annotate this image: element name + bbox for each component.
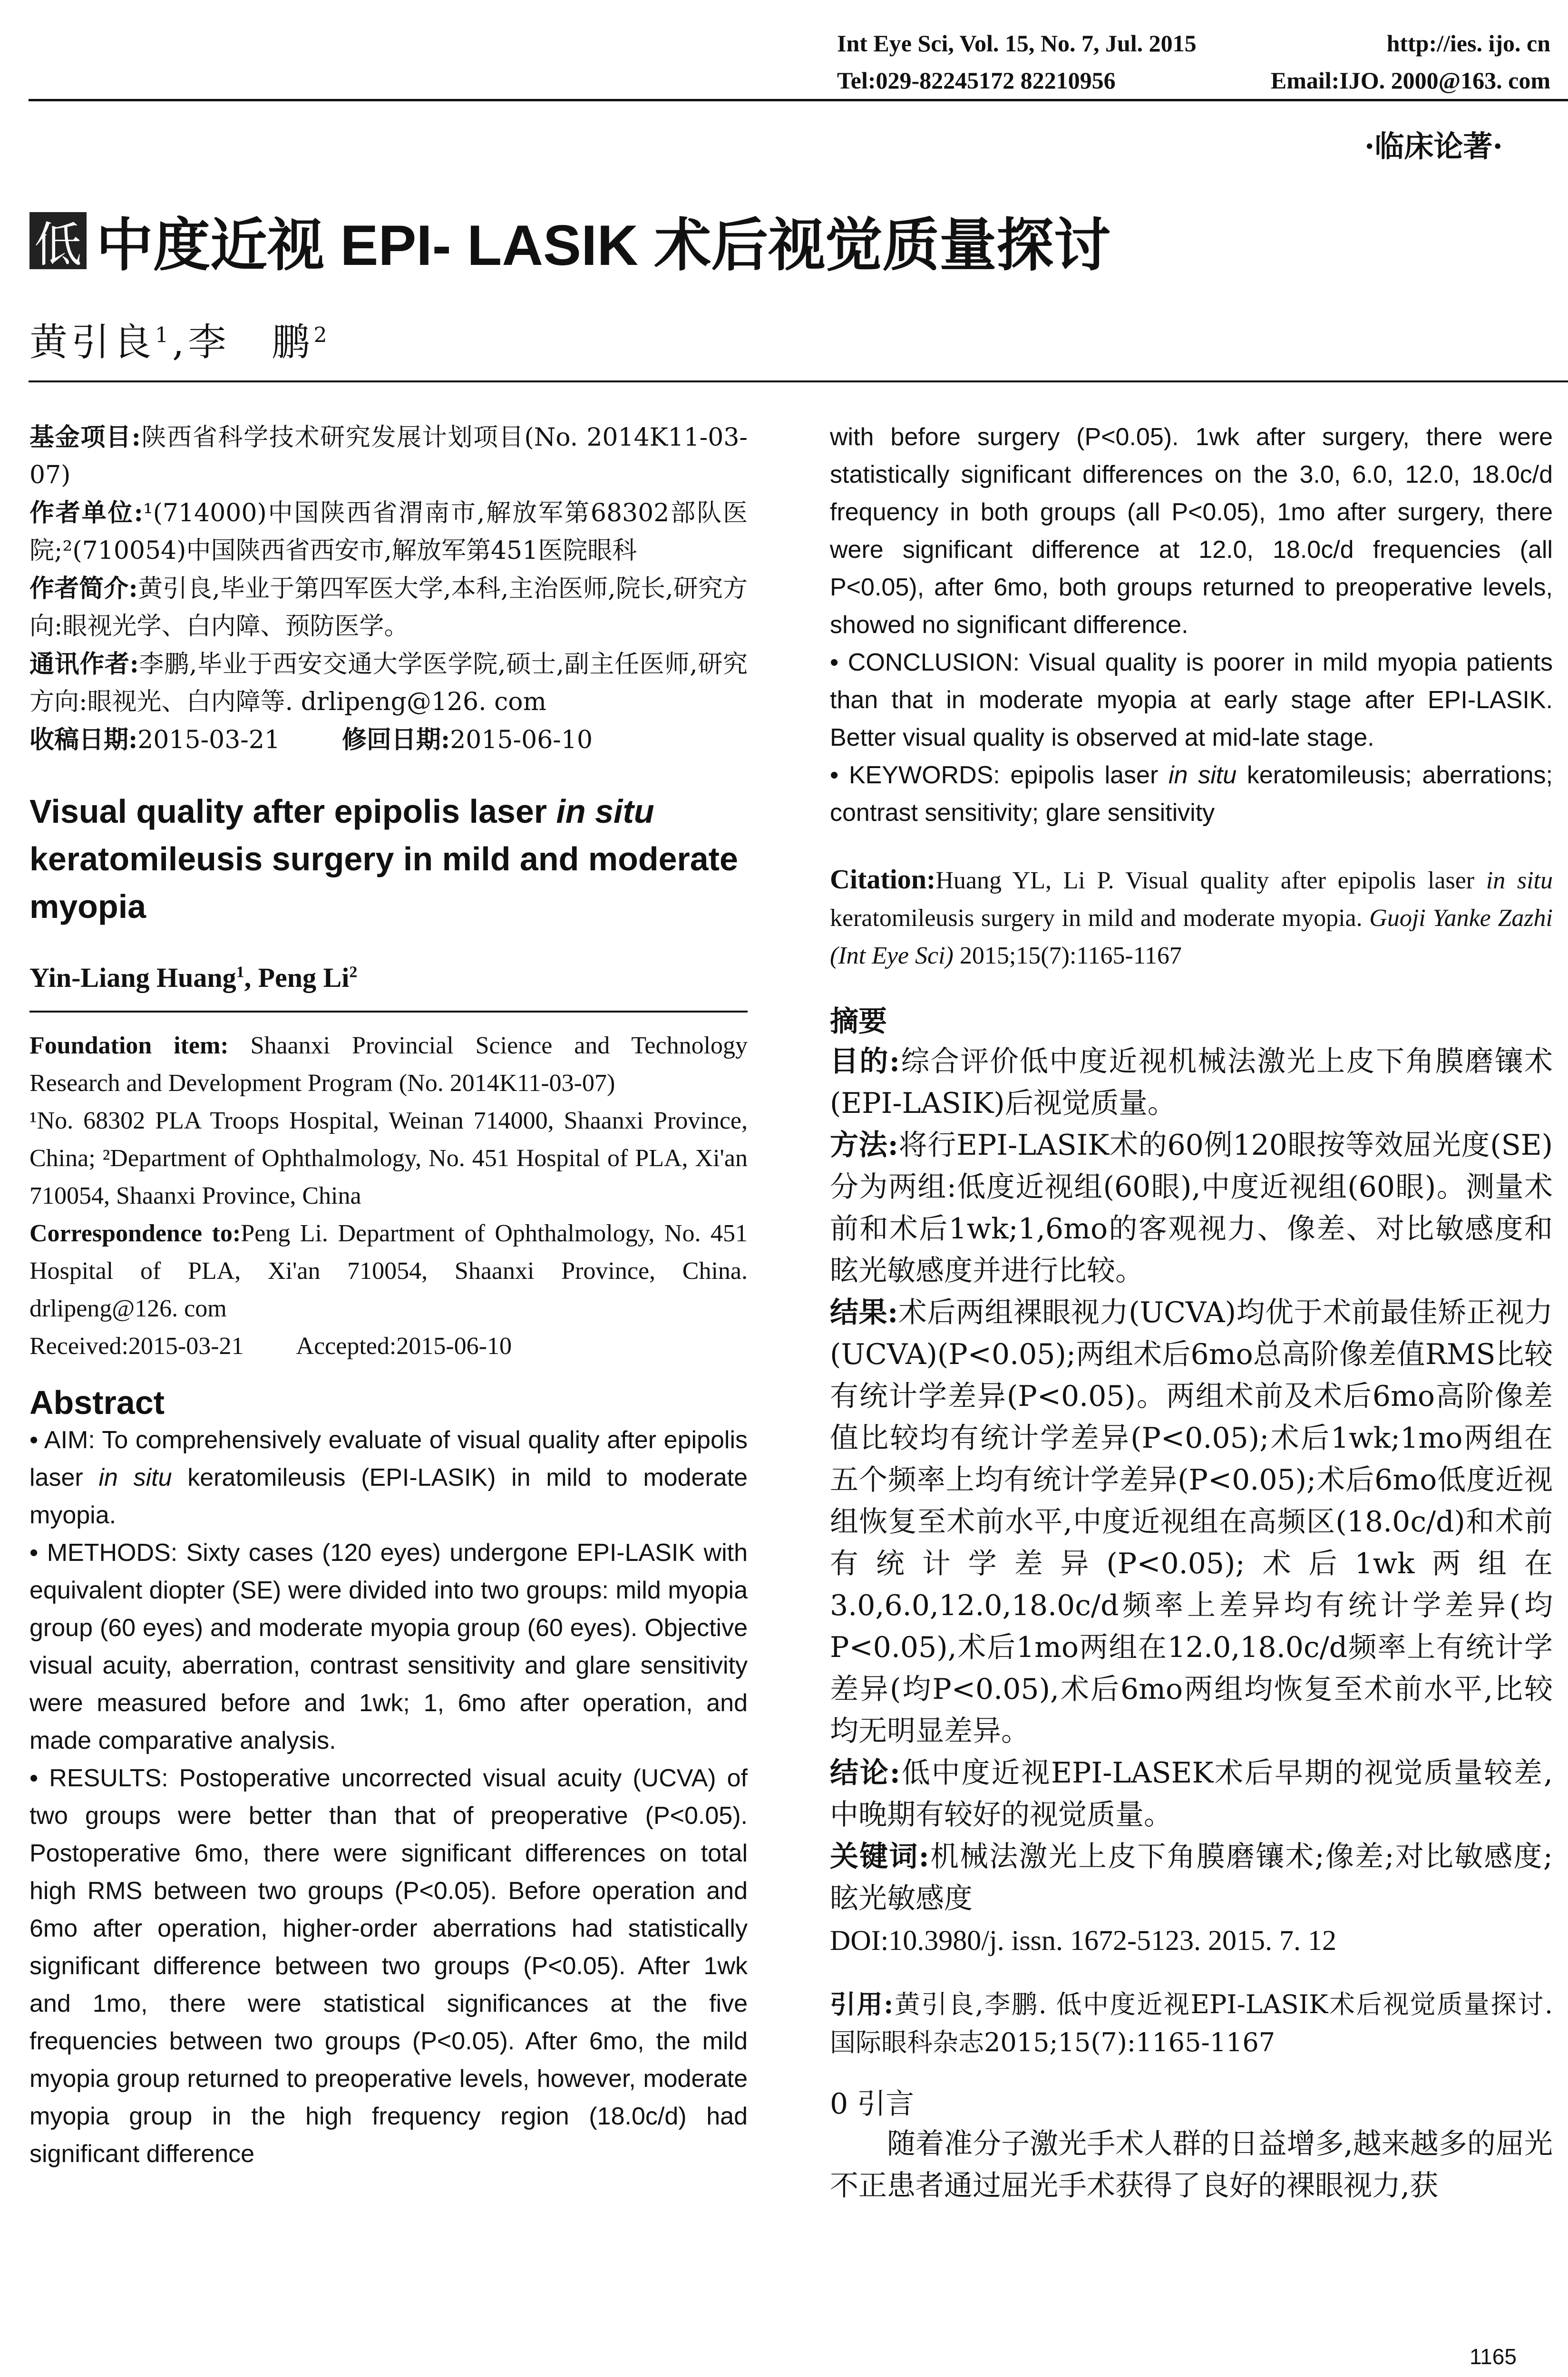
methods-text: Sixty cases (120 eyes) undergone EPI-LASIK with equivalent diopter (SE) were divided into two groups: mild myopia group (60 eyes) and moderate myopia group (60 eyes). Objective visual acuity, aberration, contrast sensitivity and glare sensitivity were measured before and 1wk; 1, 6mo after operation, and made comparative analysis. (29, 1539, 748, 1754)
keywords-text-1: epipolis laser (1010, 761, 1169, 789)
en-title-part1: Visual quality after epipolis laser (29, 793, 556, 830)
keywords-cn-text: 机械法激光上皮下角膜磨镶术;像差;对比敏感度;眩光敏感度 (830, 1840, 1553, 1915)
citation-cn-text: 黄引良,李鹏. 低中度近视EPI-LASIK术后视觉质量探讨. 国际眼科杂志2015;15(7):1165-1167 (830, 1989, 1553, 2057)
intro-heading: 0 引言 (830, 2087, 915, 2121)
conclusion-text: Visual quality is poorer in mild myopia patients than that in moderate myopia at early stage after EPI-LASIK. Better visual quality is observed at mid-late stage. (830, 649, 1553, 751)
abstract-objective-cn (830, 1041, 1553, 1124)
citation-label: Citation: (830, 864, 936, 895)
results-label: • RESULTS: (29, 1764, 168, 1792)
title-first-char-block: 低 (29, 212, 87, 269)
right-column (830, 419, 1553, 2207)
correspondence-en-label: Correspondence to: (29, 1220, 241, 1247)
conclusion-cn-text: 低中度近视EPI-LASEK术后早期的视觉质量较差,中晚期有较好的视觉质量。 (830, 1756, 1553, 1831)
bio-text: 黄引良,毕业于第四军医大学,本科,主治医师,院长,研究方向:眼视光学、白内障、预防医学。 (29, 575, 748, 641)
authors-chinese (29, 312, 331, 366)
en-author-1-affil: 1 (236, 963, 244, 981)
received-cn-label: 收稿日期: (29, 725, 138, 754)
page-number: 1165 (1470, 2344, 1517, 2369)
unit-info (29, 494, 748, 570)
author-1-affil: 1 (155, 323, 172, 348)
en-author-sep: , (244, 962, 258, 993)
abstract-heading: Abstract (29, 1384, 165, 1421)
correspondence-cn (29, 645, 748, 721)
author-1: 黄引良 (29, 320, 155, 364)
results-text: Postoperative uncorrected visual acuity (UCVA) of two groups were better than that of preoperative (P<0.05). Postoperative 6mo, there were significant differences on total high RMS between two groups (P<0.05). Before operation and 6mo after operation, higher-order aberrations had statistically significant difference between two groups (P<0.05). After 1wk and 1mo, there were statistical significances at the five frequencies between two groups (P<0.05). After 6mo, the mild myopia group returned to preoperative levels, however, moderate myopia group in the high frequency region (18.0c/d) had significant difference (29, 1764, 748, 2168)
bio-label: 作者简介: (29, 574, 138, 603)
left-column (29, 419, 748, 2173)
unit-text: ¹(714000)中国陕西省渭南市,解放军第68302部队医院;²(710054)中国陕西省西安市,解放军第451医院眼科 (29, 499, 748, 565)
abstract-results (29, 1760, 748, 2173)
journal-tel: Tel:029-82245172 82210956 (837, 67, 1116, 94)
citation-text-2: keratomileusis surgery in mild and moderate myopia. (830, 905, 1370, 932)
objective-text: 综合评价低中度近视机械法激光上皮下角膜磨镶术(EPI-LASIK)后视觉质量。 (830, 1045, 1553, 1120)
keywords-label: • KEYWORDS: (830, 761, 1000, 789)
citation-en (830, 860, 1553, 974)
conclusion-label: • CONCLUSION: (830, 649, 1020, 676)
header-rule (29, 99, 1568, 101)
citation-italic-1: in situ (1486, 867, 1553, 894)
affiliations: ¹No. 68302 PLA Troops Hospital, Weinan 714000, Shaanxi Province, China; ²Department of Ophthalmology, No. 451 Hospital of PLA, Xi'an 710054, Shaanxi Province, China (29, 1107, 748, 1209)
abstract-aim (29, 1422, 748, 1534)
journal-email[interactable]: Email:IJO. 2000@163. com (1270, 67, 1550, 94)
doi[interactable]: DOI:10.3980/j. issn. 1672-5123. 2015. 7. 12 (830, 1925, 1336, 1956)
en-author-1: Yin-Liang Huang (29, 962, 236, 993)
journal-header-line2 (837, 67, 1550, 94)
bio-info (29, 570, 748, 645)
foundation-label: Foundation item: (29, 1032, 229, 1059)
corr-text: 李鹏,毕业于西安交通大学医学院,硕士,副主任医师,研究方向:眼视光、白内障等. drlipeng@126. com (29, 650, 748, 716)
intro-paragraph: 随着准分子激光手术人群的日益增多,越来越多的屈光不正患者通过屈光手术获得了良好的裸眼视力,获 (830, 2127, 1553, 2202)
citation-journal: Guoji Yanke Zazhi (Int Eye Sci) (830, 905, 1553, 969)
abstract-keywords (830, 757, 1553, 832)
correspondence-en (29, 1215, 748, 1327)
citation-text-1: Huang YL, Li P. Visual quality after epipolis laser (935, 867, 1486, 894)
aim-text-italic: in situ (98, 1464, 172, 1491)
methods-cn-label: 方法: (830, 1129, 898, 1162)
keywords-text-italic: in situ (1169, 761, 1237, 789)
keywords-cn (830, 1836, 1553, 1919)
dates-cn (29, 721, 748, 759)
citation-text-3: 2015;15(7):1165-1167 (953, 942, 1182, 969)
abstract-conclusion-cn (830, 1752, 1553, 1836)
objective-label: 目的: (830, 1045, 900, 1078)
fund-text: 陕西省科学技术研究发展计划项目(No. 2014K11-03-07) (29, 423, 748, 489)
results-cn-label: 结果: (830, 1296, 898, 1329)
aim-text-2: keratomileusis (EPI-LASIK) in mild to moderate myopia. (29, 1464, 748, 1529)
abstract-results-continued: with before surgery (P<0.05). 1wk after surgery, there were statistically significant differences on the 3.0, 6.0, 12.0, 18.0c/d frequency in both groups (all P<0.05), 1mo after surgery, there were significant difference at 12.0, 18.0c/d frequencies (all P<0.05), after 6mo, both groups returned to preoperative levels, showed no significant difference. (830, 423, 1553, 639)
methods-label: • METHODS: (29, 1539, 178, 1567)
en-author-2: Peng Li (258, 962, 350, 993)
keywords-text-2: keratomileusis; aberrations; contrast sensitivity; glare sensitivity (830, 761, 1553, 827)
dates-en (29, 1327, 748, 1365)
correspondence-en-text: Peng Li. Department of Ophthalmology, No. 451 Hospital of PLA, Xi'an 710054, Shaanxi Province, China. drlipeng@126. com (29, 1220, 748, 1322)
section-tag: ·临床论著· (1364, 129, 1503, 164)
journal-url[interactable]: http://ies. ijo. cn (1386, 30, 1550, 57)
received-cn-date: 2015-03-21 (137, 726, 281, 754)
citation-cn (830, 1985, 1553, 2062)
aim-label: • AIM: (29, 1426, 95, 1454)
fund-label: 基金项目: (29, 423, 141, 452)
aim-text-1: To comprehensively evaluate of visual quality after epipolis laser (29, 1426, 748, 1491)
citation-cn-label: 引用: (830, 1989, 894, 2019)
foundation-text: Shaanxi Provincial Science and Technology Research and Development Program (No. 2014K11-03-07) (29, 1032, 748, 1097)
received-label: Received: (29, 1333, 128, 1360)
accepted-date: 2015-06-10 (396, 1333, 512, 1360)
author-2: 李 鹏 (188, 320, 314, 364)
en-author-2-affil: 2 (349, 963, 358, 981)
en-title-part2: keratomileusis surgery in mild and moderate myopia (29, 840, 738, 925)
received-date: 2015-03-21 (128, 1333, 244, 1360)
accepted-label: Accepted: (296, 1333, 397, 1360)
revised-cn-date: 2015-06-10 (450, 726, 593, 754)
abstract-methods-cn (830, 1124, 1553, 1292)
article-title (29, 200, 1110, 282)
unit-label: 作者单位: (29, 498, 143, 527)
abstract-results-cn (830, 1292, 1553, 1752)
author-2-affil: 2 (313, 323, 331, 348)
fund-info (29, 419, 748, 494)
revised-cn-label: 修回日期: (342, 725, 450, 754)
title-text: 中度近视 EPI- LASIK 术后视觉质量探讨 (96, 214, 1111, 277)
en-title-italic: in situ (556, 793, 654, 830)
foundation-item (29, 1027, 748, 1102)
methods-cn-text: 将行EPI-LASIK术的60例120眼按等效屈光度(SE)分为两组:低度近视组(60眼),中度近视组(60眼)。测量术前和术后1wk;1,6mo的客观视力、像差、对比敏感度和眩光敏感度并进行比较。 (830, 1129, 1553, 1287)
results-cn-text: 术后两组裸眼视力(UCVA)均优于术前最佳矫正视力(UCVA)(P<0.05);两组术后6mo总高阶像差值RMS比较有统计学差异(P<0.05)。两组术前及术后6mo高阶像差值比较均有统计学差异(P<0.05);术后1wk;1mo两组在五个频率上均有统计学差异(P<0.05);术后6mo低度近视组恢复至术前水平,中度近视组在高频区(18.0c/d)和术前有统计学差异(P<0.05);术后1wk两组在3.0,6.0,12.0,18.0c/d频率上差异均有统计学差异(均P<0.05),术后1mo两组在12.0,18.0c/d频率上有统计学差异(均P<0.05),术后6mo两组均恢复至术前水平,比较均无明显差异。 (830, 1296, 1553, 1748)
title-rule (29, 380, 1568, 382)
conclusion-cn-label: 结论: (830, 1756, 900, 1790)
journal-citation: Int Eye Sci, Vol. 15, No. 7, Jul. 2015 (837, 30, 1197, 57)
journal-header-line1 (837, 29, 1550, 57)
author-separator: , (172, 320, 188, 364)
abstract-methods (29, 1534, 748, 1760)
chinese-abstract-heading: 摘要 (830, 1005, 887, 1038)
keywords-cn-label: 关键词: (830, 1840, 929, 1873)
abstract-conclusion (830, 644, 1553, 757)
corr-label: 通讯作者: (29, 650, 139, 679)
english-authors (29, 959, 748, 996)
english-title (29, 788, 748, 930)
